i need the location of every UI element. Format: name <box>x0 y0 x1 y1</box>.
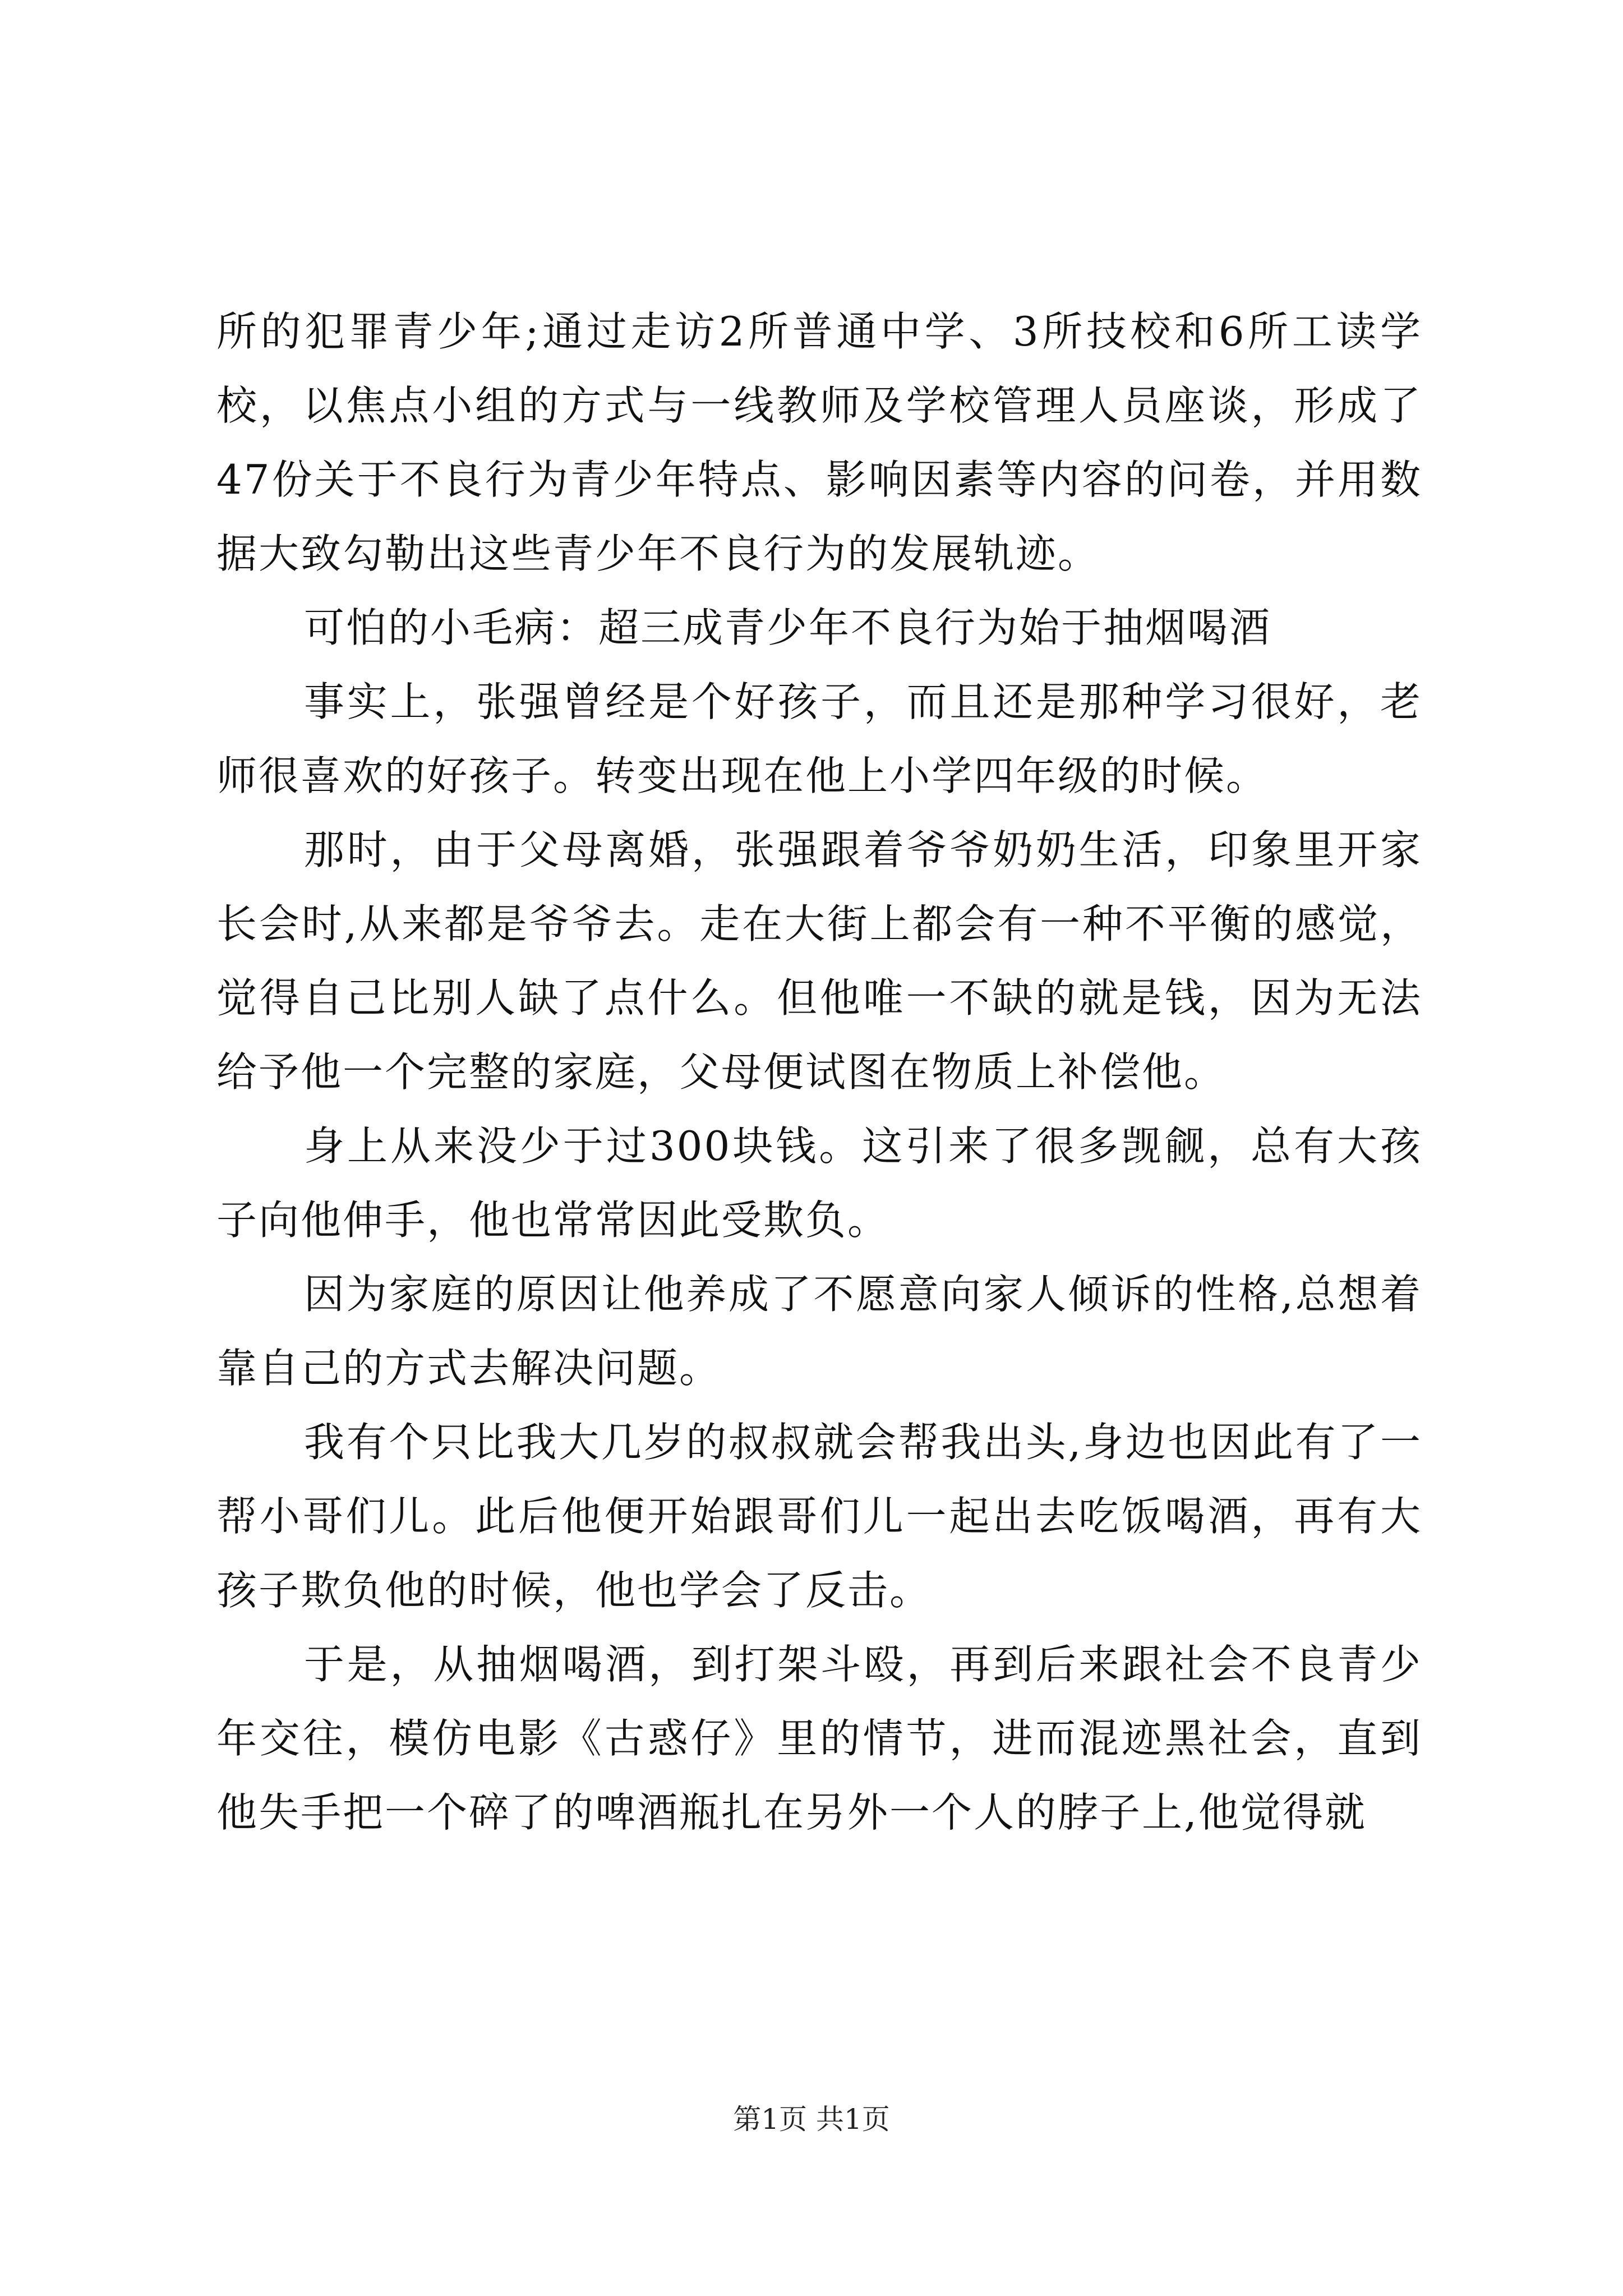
paragraph-5: 因为家庭的原因让他养成了不愿意向家人倾诉的性格,总想着靠自己的方式去解决问题。 <box>216 1271 1422 1392</box>
paragraph-7: 于是，从抽烟喝酒，到打架斗殴，再到后来跟社会不良青少年交往，模仿电影《古惑仔》里的情节，进而混迹黑社会，直到他失手把一个碎了的啤酒瓶扎在另外一个人的脖子上,他觉得就 <box>216 1641 1422 1836</box>
paragraph-1: 所的犯罪青少年;通过走访2所普通中学、3所技校和6所工读学校，以焦点小组的方式与一线教师及学校管理人员座谈，形成了47份关于不良行为青少年特点、影响因素等内容的问卷，并用数据大致勾勒出这些青少年不良行为的发展轨迹。 <box>216 308 1422 577</box>
document-body <box>216 295 1422 1849</box>
paragraph-3: 那时，由于父母离婚，张强跟着爷爷奶奶生活，印象里开家长会时,从来都是爷爷去。走在大街上都会有一种不平衡的感觉，觉得自己比别人缺了点什么。但他唯一不缺的就是钱，因为无法给予他一个完整的家庭，父母便试图在物质上补偿他。 <box>216 826 1422 1096</box>
paragraph-4: 身上从来没少于过300块钱。这引来了很多觊觎，总有大孩子向他伸手，他也常常因此受欺负。 <box>216 1122 1422 1244</box>
paragraph-2: 事实上，张强曾经是个好孩子，而且还是那种学习很好，老师很喜欢的好孩子。转变出现在他上小学四年级的时候。 <box>216 678 1422 799</box>
section-heading: 可怕的小毛病：超三成青少年不良行为始于抽烟喝酒 <box>304 604 1272 651</box>
paragraph-6: 我有个只比我大几岁的叔叔就会帮我出头,身边也因此有了一帮小哥们儿。此后他便开始跟哥们儿一起出去吃饭喝酒，再有大孩子欺负他的时候，他也学会了反击。 <box>216 1419 1422 1614</box>
page-footer: 第1页 共1页 <box>733 2103 890 2136</box>
